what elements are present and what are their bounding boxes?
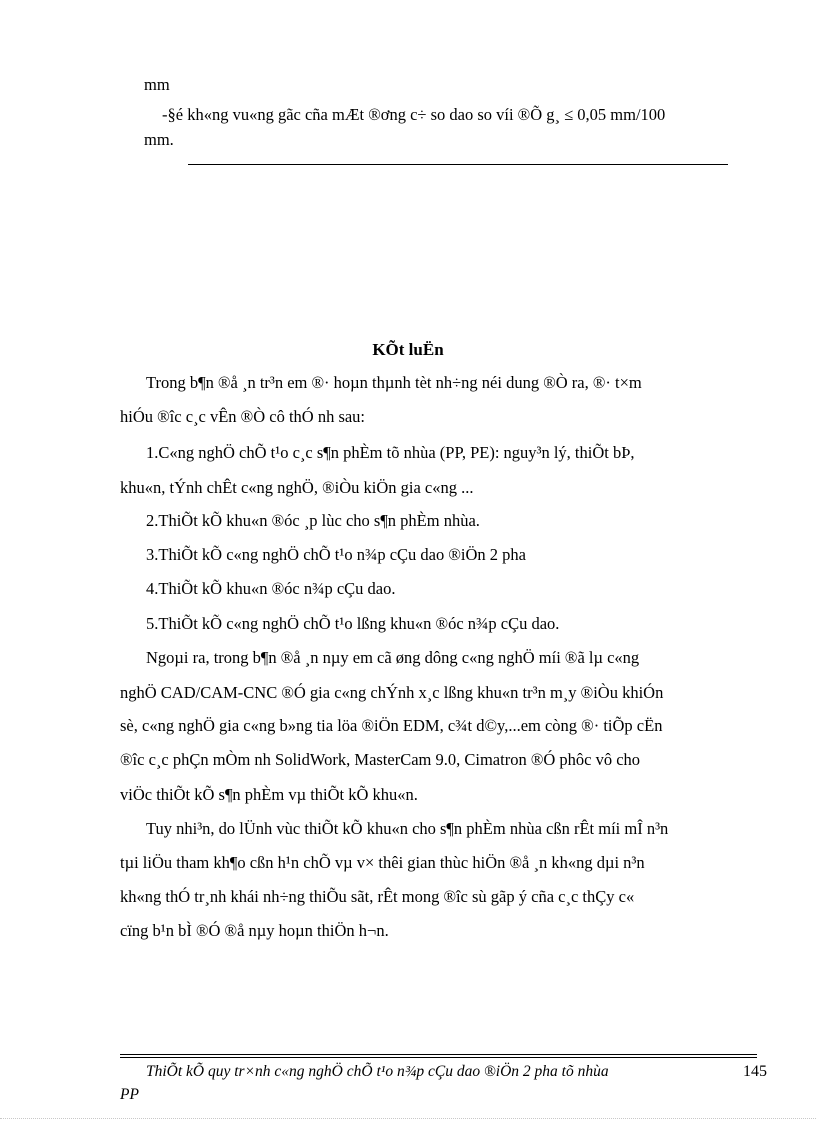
paragraph-line: ®îc c¸c phÇn mÒm nh SolidWork, MasterCam 9.0, Cimatron ®Ó phôc vô cho: [120, 750, 641, 769]
list-item: 2.ThiÕt kÕ khu«n ®óc ¸p lùc cho s¶n phÈm nhùa.: [146, 511, 480, 530]
paragraph-line: cïng b¹n bÌ ®Ó ®å nµy hoµn thiÖn h¬n.: [120, 921, 389, 940]
paragraph-line: Ngoµi ra, trong b¶n ®å ¸n nµy em cã øng dông c«ng nghÖ míi ®ã lµ c«ng: [146, 648, 640, 667]
section-divider: [188, 164, 728, 165]
paragraph-line: sè, c«ng nghÖ gia c«ng b»ng tia löa ®iÖn EDM, c¾t d©y,...em còng ®· tiÕp cËn: [120, 716, 663, 735]
text-line: -§é kh«ng vu«ng gãc cña mÆt ®ơng c÷ so dao so víi ®Õ g¸ ≤ 0,05 mm/100: [162, 105, 666, 124]
list-item: 4.ThiÕt kÕ khu«n ®óc n¾p cÇu dao.: [146, 579, 396, 598]
page-number: 145: [743, 1063, 767, 1080]
paragraph-line: tµi liÖu tham kh¶o cßn h¹n chÕ vµ v× thêi gian thùc hiÖn ®å ¸n kh«ng dµi n³n: [120, 853, 645, 872]
footer-rule: [120, 1054, 757, 1055]
footer-title-continued: PP: [120, 1086, 139, 1103]
footer-rule: [120, 1057, 757, 1058]
paragraph-line: viÖc thiÕt kÕ s¶n phÈm vµ thiÕt kÕ khu«n.: [120, 785, 418, 804]
list-item: 3.ThiÕt kÕ c«ng nghÖ chÕ t¹o n¾p cÇu dao ®iÖn 2 pha: [146, 545, 526, 564]
text-line: mm: [144, 75, 170, 94]
paragraph-line: hiÓu ®îc c¸c vÊn ®Ò cô thÓ nh sau:: [120, 407, 366, 426]
paragraph-line: nghÖ CAD/CAM-CNC ®Ó gia c«ng chÝnh x¸c lßng khu«n tr³n m¸y ®iÒu khiÓn: [120, 683, 664, 702]
footer-title: ThiÕt kÕ quy tr×nh c«ng nghÖ chÕ t¹o n¾p cÇu dao ®iÖn 2 pha tõ nhùa: [146, 1063, 609, 1080]
list-item: 1.C«ng nghÖ chÕ t¹o c¸c s¶n phÈm tõ nhùa (PP, PE): nguy³n lý, thiÕt bÞ,: [146, 443, 635, 462]
page-edge: [0, 1118, 816, 1119]
paragraph-line: Trong b¶n ®å ¸n tr³n em ®· hoµn thµnh tèt nh÷ng néi dung ®Ò ra, ®· t×m: [146, 373, 642, 392]
list-item: khu«n, tÝnh chÊt c«ng nghÖ, ®iÒu kiÖn gia c«ng ...: [120, 478, 474, 497]
paragraph-line: Tuy nhi³n, do lÜnh vùc thiÕt kÕ khu«n cho s¶n phÈm nhùa cßn rÊt míi mÎ n³n: [146, 819, 669, 838]
paragraph-line: kh«ng thÓ tr¸nh khái nh÷ng thiÕu sãt, rÊt mong ®îc sù gãp ý cña c¸c thÇy c«: [120, 887, 635, 906]
list-item: 5.ThiÕt kÕ c«ng nghÖ chÕ t¹o lßng khu«n ®óc n¾p cÇu dao.: [146, 614, 560, 633]
section-title: KÕt luËn: [372, 340, 444, 359]
text-line: mm.: [144, 130, 174, 149]
